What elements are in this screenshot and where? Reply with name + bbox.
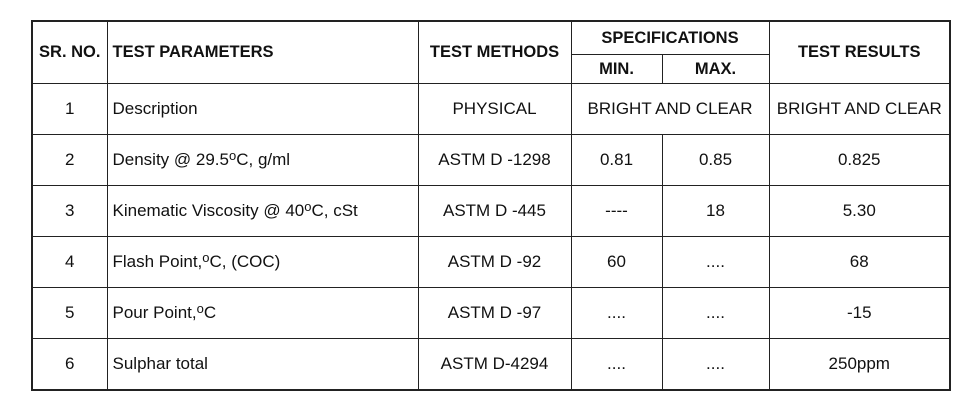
- max-cell: 0.85: [662, 135, 769, 186]
- method-cell: ASTM D -92: [418, 237, 571, 288]
- test-results-header: TEST RESULTS: [769, 21, 950, 84]
- result-cell: BRIGHT AND CLEAR: [769, 84, 950, 135]
- test-parameters-header: TEST PARAMETERS: [107, 21, 418, 84]
- method-cell: ASTM D -445: [418, 186, 571, 237]
- max-cell: ....: [662, 339, 769, 390]
- table-row: [32, 288, 950, 339]
- min-cell: 60: [571, 237, 662, 288]
- table-body: [32, 84, 950, 390]
- result-cell: 68: [769, 237, 950, 288]
- parameter-cell: [107, 339, 418, 390]
- sr-no-cell: 4: [32, 237, 107, 288]
- header-row-top: [32, 21, 950, 55]
- min-cell: ....: [571, 288, 662, 339]
- parameter-cell: [107, 237, 418, 288]
- min-cell: ----: [571, 186, 662, 237]
- parameter-unit-text: C, g/ml: [236, 150, 291, 169]
- method-cell: PHYSICAL: [418, 84, 571, 135]
- specification-table: [31, 20, 951, 391]
- parameter-text: Pour Point,: [112, 303, 197, 322]
- max-cell: 18: [662, 186, 769, 237]
- parameter-text: Density @ 29.5: [112, 150, 229, 169]
- method-cell: ASTM D-4294: [418, 339, 571, 390]
- result-cell: 250ppm: [769, 339, 950, 390]
- method-cell: ASTM D -1298: [418, 135, 571, 186]
- table-row: [32, 237, 950, 288]
- method-cell: ASTM D -97: [418, 288, 571, 339]
- parameter-text: Description: [112, 99, 198, 118]
- parameter-cell: [107, 135, 418, 186]
- result-cell: -15: [769, 288, 950, 339]
- table-row: [32, 186, 950, 237]
- min-header: MIN.: [571, 55, 662, 84]
- parameter-text: Kinematic Viscosity @ 40: [112, 201, 305, 220]
- parameter-text: Sulphar total: [112, 353, 208, 373]
- sr-no-cell: 6: [32, 339, 107, 390]
- parameter-cell: [107, 186, 418, 237]
- test-results-sheet: [31, 20, 951, 391]
- max-cell: ....: [662, 288, 769, 339]
- result-cell: 0.825: [769, 135, 950, 186]
- sr-no-cell: 5: [32, 288, 107, 339]
- parameter-cell: [107, 84, 418, 135]
- parameter-unit-text: C: [203, 303, 217, 322]
- parameter-text: Flash Point,: [112, 252, 203, 271]
- degree-symbol: o: [196, 301, 204, 316]
- parameter-unit-text: C, cSt: [311, 201, 358, 220]
- degree-symbol: o: [304, 199, 312, 214]
- max-header: MAX.: [662, 55, 769, 84]
- specifications-header: SPECIFICATIONS: [571, 21, 769, 55]
- sr-no-cell: 2: [32, 135, 107, 186]
- sr-no-cell: 3: [32, 186, 107, 237]
- min-cell: ....: [571, 339, 662, 390]
- table-row: [32, 84, 950, 135]
- parameter-unit-text: C, (COC): [209, 252, 281, 271]
- sr-no-header: SR. NO.: [32, 21, 107, 84]
- degree-symbol: o: [228, 148, 237, 163]
- test-methods-header: TEST METHODS: [418, 21, 571, 84]
- result-cell: 5.30: [769, 186, 950, 237]
- min-cell: 0.81: [571, 135, 662, 186]
- degree-symbol: o: [202, 250, 210, 265]
- sr-no-cell: 1: [32, 84, 107, 135]
- specification-cell: BRIGHT AND CLEAR: [571, 84, 769, 135]
- table-row: [32, 339, 950, 390]
- parameter-cell: [107, 288, 418, 339]
- max-cell: ....: [662, 237, 769, 288]
- table-row: [32, 135, 950, 186]
